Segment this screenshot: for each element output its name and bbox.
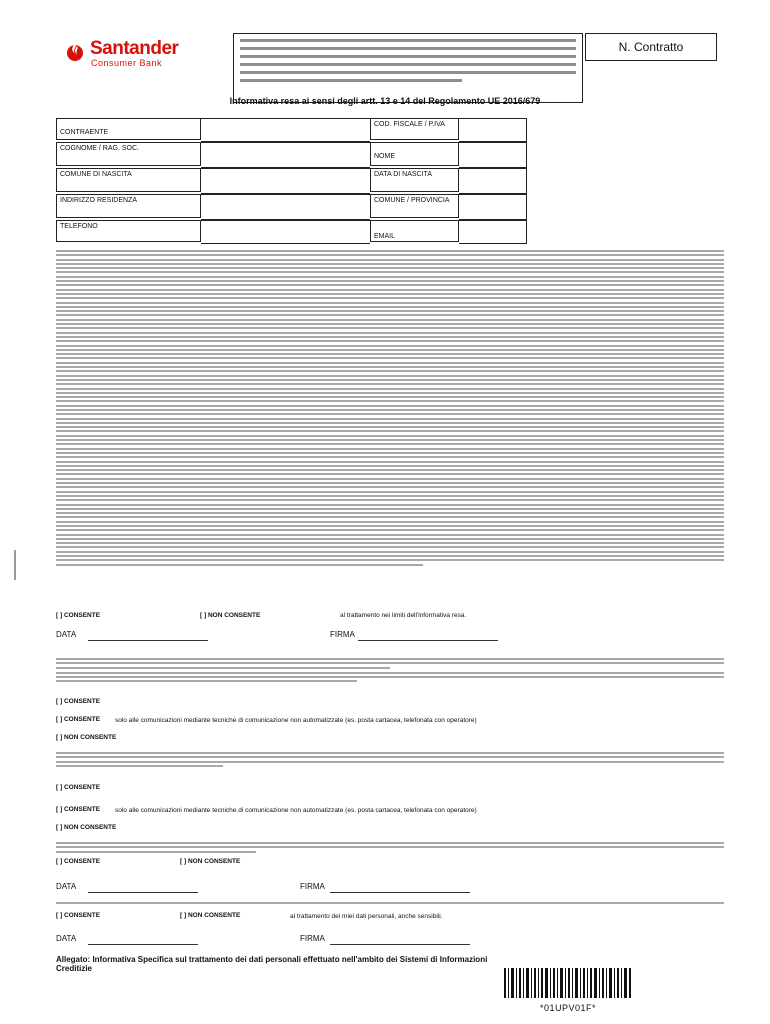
date-field-2[interactable] xyxy=(88,892,198,893)
date-label: DATA xyxy=(56,630,77,639)
label-cod-fiscale: COD. FISCALE / P.IVA xyxy=(370,118,459,140)
final-consent-note: al trattamento dei miei dati personali, anche sensibili. xyxy=(290,913,443,920)
third-party-consent-1[interactable]: [ ] CONSENTE xyxy=(56,784,101,791)
brand-subtitle: Consumer Bank xyxy=(91,58,163,68)
input-data-nascita[interactable] xyxy=(459,168,527,194)
attachment-note: Allegato: Informativa Specifica sul trattamento dei dati personali effettuato nell'ambito dei Sistemi di Informazioni Creditizie xyxy=(56,955,488,973)
marketing-consent-2[interactable]: [ ] CONSENTE xyxy=(56,716,101,723)
input-contraente[interactable] xyxy=(201,118,370,142)
date-field-3[interactable] xyxy=(88,944,198,945)
date-field[interactable] xyxy=(88,640,208,641)
marketing-non-consent-1[interactable]: [ ] NON CONSENTE xyxy=(56,734,117,741)
company-info-box xyxy=(233,33,583,103)
signature-field[interactable] xyxy=(358,640,498,641)
final-consent-checkbox[interactable]: [ ] CONSENTE xyxy=(56,912,101,919)
label-data-nascita: DATA DI NASCITA xyxy=(370,168,459,192)
non-consent-checkbox[interactable]: [ ] NON CONSENTE xyxy=(200,612,261,619)
input-comune-provincia[interactable] xyxy=(459,194,527,220)
santander-logo-icon xyxy=(64,40,86,62)
signature-label: FIRMA xyxy=(330,630,355,639)
page-title: Informativa resa ai sensi degli artt. 13 e 14 del Regolamento UE 2016/679 xyxy=(229,96,541,106)
label-nome: NOME xyxy=(370,142,459,166)
input-email[interactable] xyxy=(459,220,527,244)
input-cod-fiscale[interactable] xyxy=(459,118,527,142)
privacy-paragraph xyxy=(56,250,724,568)
final-non-consent-checkbox[interactable]: [ ] NON CONSENTE xyxy=(180,912,241,919)
label-contraente: CONTRAENTE xyxy=(56,118,201,140)
barcode-icon xyxy=(504,968,632,998)
side-code-text xyxy=(14,550,16,580)
contract-number-box[interactable]: N. Contratto xyxy=(585,33,717,61)
third-party-non-consent[interactable]: [ ] NON CONSENTE xyxy=(56,824,117,831)
input-nome[interactable] xyxy=(459,142,527,168)
date-label-2: DATA xyxy=(56,882,77,891)
final-consent-paragraph xyxy=(56,902,724,906)
input-cognome[interactable] xyxy=(201,142,370,168)
signature-label-3: FIRMA xyxy=(300,934,325,943)
input-telefono[interactable] xyxy=(201,220,370,244)
input-comune-nascita[interactable] xyxy=(201,168,370,194)
profiling-consent[interactable]: [ ] CONSENTE xyxy=(56,858,101,865)
label-indirizzo: INDIRIZZO RESIDENZA xyxy=(56,194,201,218)
third-party-consent-2[interactable]: [ ] CONSENTE xyxy=(56,806,101,813)
marketing-paragraph xyxy=(56,658,724,684)
signature-field-2[interactable] xyxy=(330,892,470,893)
input-indirizzo[interactable] xyxy=(201,194,370,220)
barcode-text: *01UPV01F* xyxy=(539,1003,597,1013)
consent-checkbox[interactable]: [ ] CONSENTE xyxy=(56,612,101,619)
label-comune-nascita: COMUNE DI NASCITA xyxy=(56,168,201,192)
label-cognome: COGNOME / RAG. SOC. xyxy=(56,142,201,166)
signature-field-3[interactable] xyxy=(330,944,470,945)
third-party-consent-2-text: solo alle comunicazioni mediante tecniche di comunicazione non automatizzate (es. posta cartacea, telefonata con operatore) xyxy=(115,807,477,814)
profiling-non-consent[interactable]: [ ] NON CONSENTE xyxy=(180,858,241,865)
marketing-consent-2-text: solo alle comunicazioni mediante tecniche di comunicazione non automatizzate (es. posta cartacea, telefonata con operatore) xyxy=(115,717,477,724)
marketing-consent-1[interactable]: [ ] CONSENTE xyxy=(56,698,101,705)
date-label-3: DATA xyxy=(56,934,77,943)
brand-name: Santander xyxy=(90,38,179,59)
label-email: EMAIL xyxy=(370,220,459,242)
label-telefono: TELEFONO xyxy=(56,220,201,242)
consent-note: al trattamento nei limiti dell'informativa resa. xyxy=(340,612,467,619)
signature-label-2: FIRMA xyxy=(300,882,325,891)
profiling-paragraph xyxy=(56,842,724,855)
third-party-paragraph xyxy=(56,752,724,769)
label-comune-provincia: COMUNE / PROVINCIA xyxy=(370,194,459,218)
